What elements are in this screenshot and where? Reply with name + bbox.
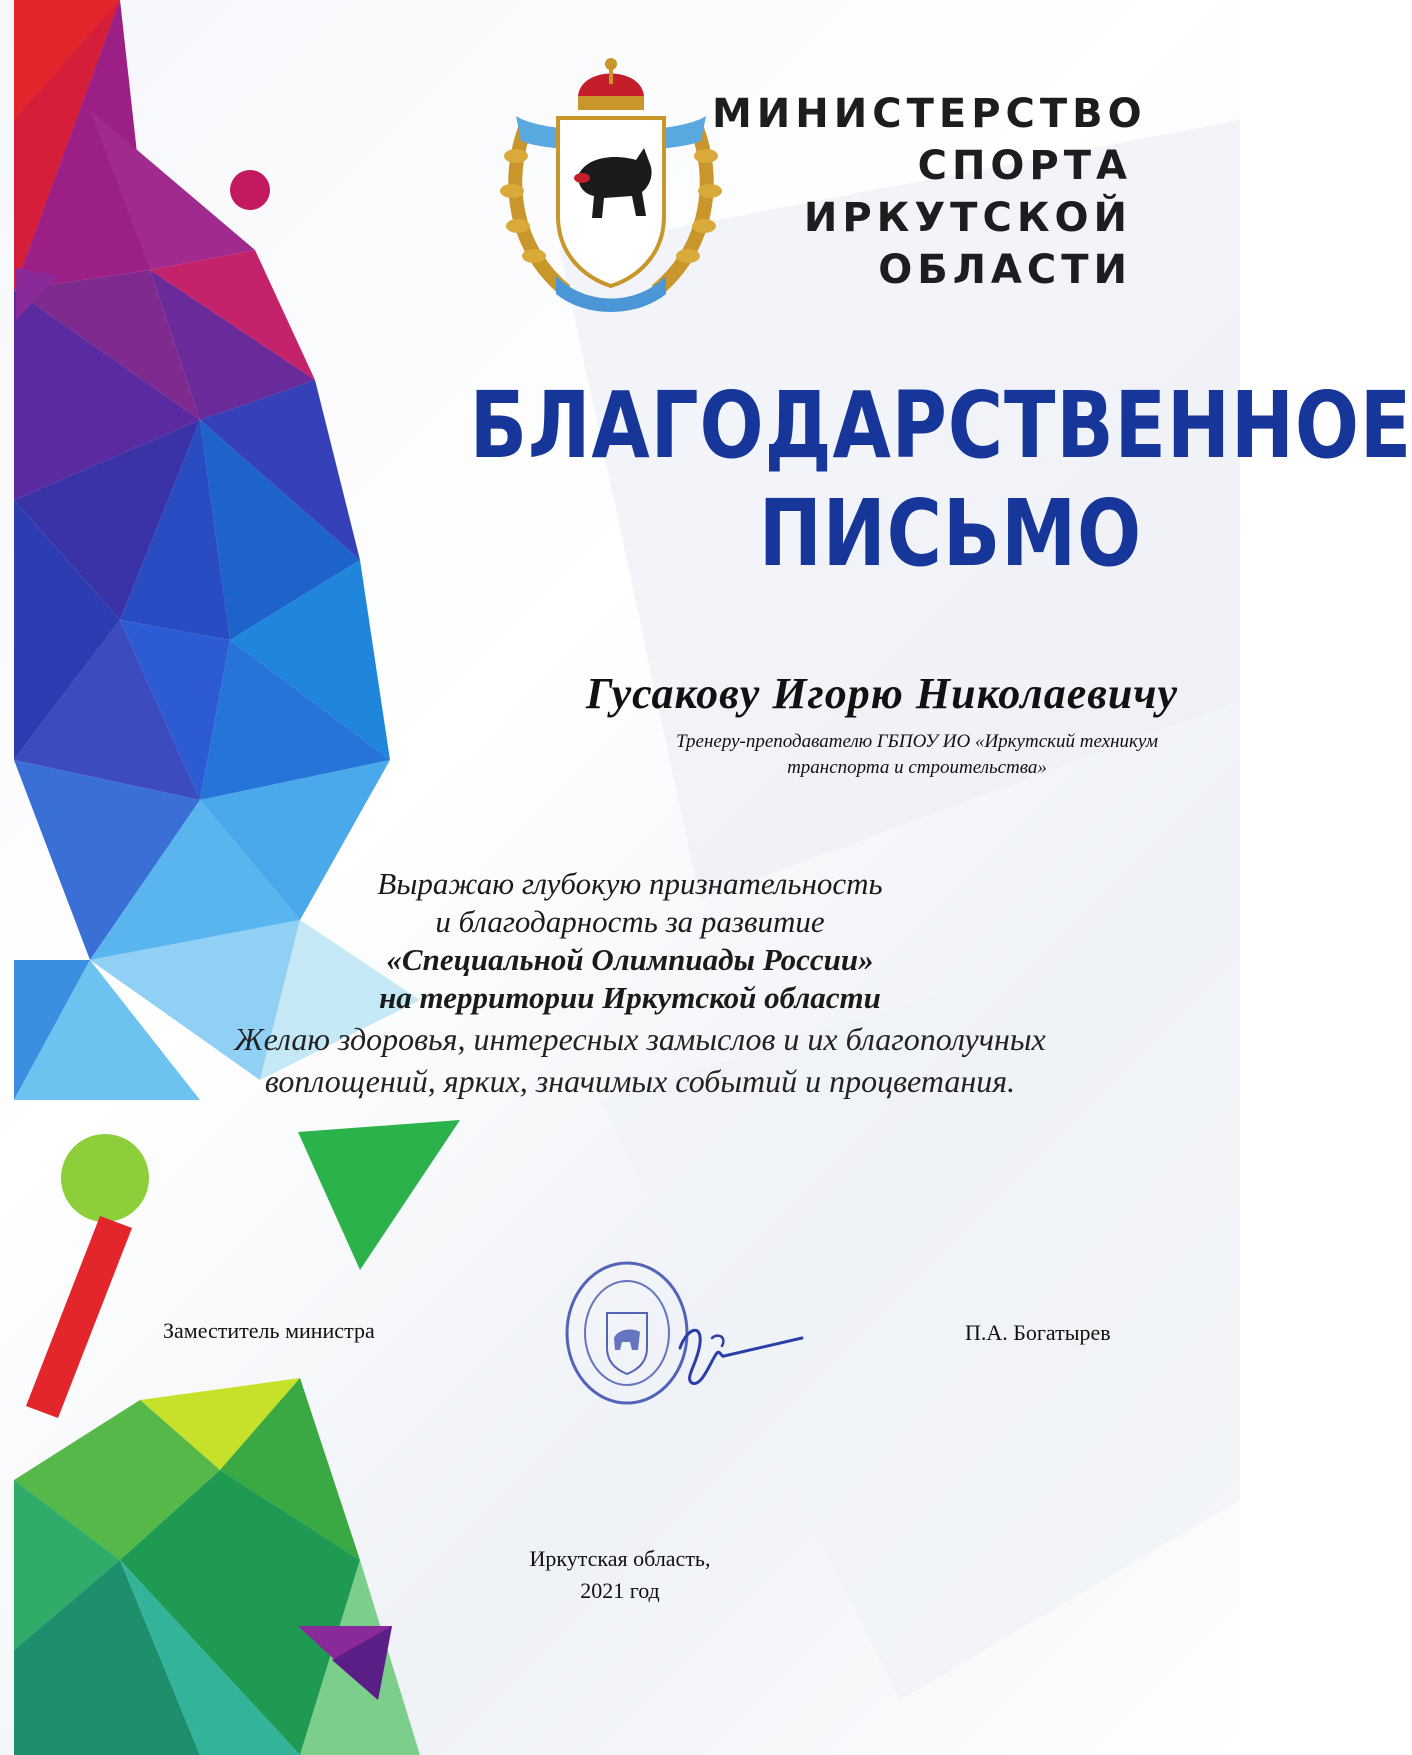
- recipient-position: [478, 729, 1176, 781]
- title-line: ПИСЬМО: [758, 480, 1142, 587]
- message-line: Выражаю глубокую признательность: [377, 866, 883, 901]
- recipient-position-line: транспорта и строительства»: [787, 757, 1047, 778]
- ministry-line: ИРКУТСКОЙ: [803, 195, 1132, 241]
- document-title: [469, 372, 1412, 588]
- ministry-line: ОБЛАСТИ: [878, 247, 1132, 293]
- signatory-role: Заместитель министра: [163, 1318, 375, 1343]
- wish-line: Желаю здоровья, интересных замыслов и их благополучных: [234, 1021, 1046, 1057]
- signatory-name: П.А. Богатырев: [965, 1320, 1111, 1345]
- ministry-name: [712, 88, 1147, 296]
- handwritten-signature-icon: [672, 1298, 812, 1398]
- recipient-block: [478, 668, 1178, 781]
- footer: [470, 1543, 770, 1607]
- message-line-bold: на территории Иркутской области: [379, 980, 881, 1015]
- message-line-bold: «Специальной Олимпиады России»: [386, 942, 874, 977]
- footer-place: Иркутская область,: [529, 1546, 711, 1571]
- ministry-line: МИНИСТЕРСТВО: [712, 91, 1147, 137]
- footer-year: 2021 год: [580, 1578, 660, 1603]
- irkutsk-coat-of-arms-icon: [486, 56, 736, 316]
- ministry-line: СПОРТА: [917, 143, 1132, 189]
- recipient-name: Гусакову Игорю Николаевичу: [585, 669, 1178, 718]
- wish-line: воплощений, ярких, значимых событий и процветания.: [264, 1063, 1016, 1099]
- recipient-position-line: Тренеру-преподавателю ГБПОУ ИО «Иркутский техникум: [675, 731, 1159, 752]
- message-line: и благодарность за развитие: [435, 904, 825, 939]
- message-body: [150, 865, 1130, 1101]
- title-line: БЛАГОДАРСТВЕННОЕ: [469, 372, 1412, 479]
